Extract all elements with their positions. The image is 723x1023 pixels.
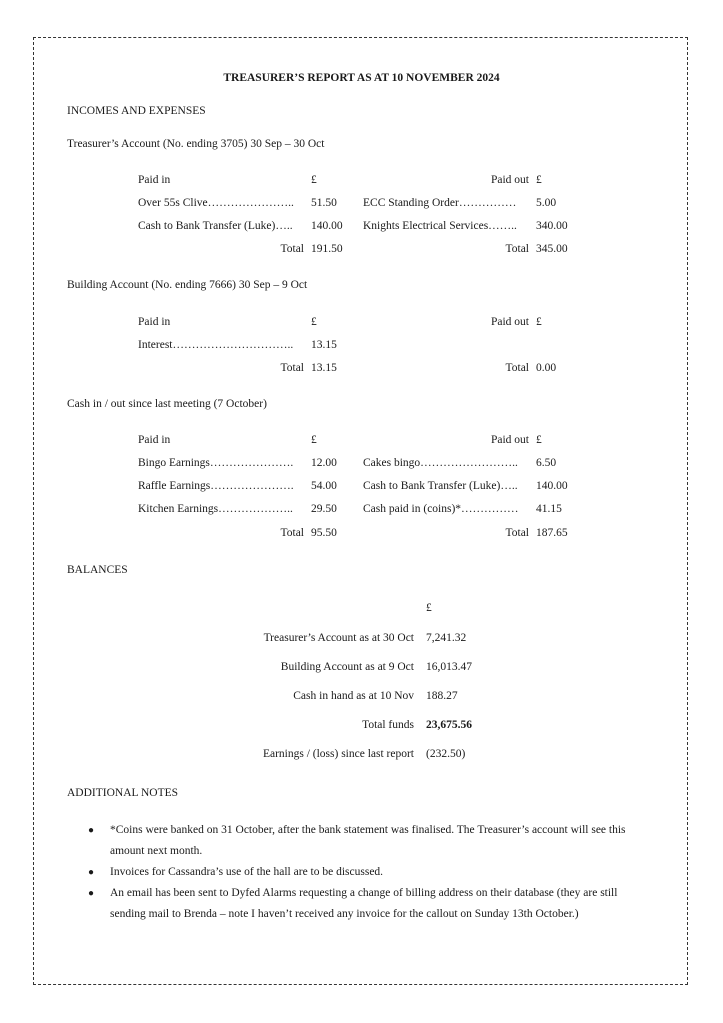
balance-label: Treasurer’s Account as at 30 Oct bbox=[263, 632, 414, 644]
paid-in-item-label: Interest………………………….. bbox=[138, 339, 294, 351]
paid-out-label: Paid out bbox=[490, 434, 529, 446]
paid-in-item-label: Kitchen Earnings……………….. bbox=[138, 503, 293, 515]
paid-in-item-label: Over 55s Clive………………….. bbox=[138, 197, 294, 209]
total-funds-label: Total funds bbox=[362, 719, 414, 731]
paid-out-item-amount: 6.50 bbox=[536, 457, 557, 469]
balance-value: 16,013.47 bbox=[426, 661, 472, 673]
notes-list bbox=[88, 820, 648, 925]
paid-out-item-label: Cash paid in (coins)*…………… bbox=[363, 503, 519, 515]
paid-out-item-label: Cash to Bank Transfer (Luke)….. bbox=[363, 480, 518, 492]
paid-out-item-amount: 5.00 bbox=[536, 197, 557, 209]
currency-label: £ bbox=[311, 316, 317, 328]
currency-label: £ bbox=[536, 434, 542, 446]
currency-label: £ bbox=[536, 174, 542, 186]
bullet-icon: ● bbox=[88, 825, 95, 836]
paid-in-item-amount: 51.50 bbox=[311, 197, 337, 209]
paid-in-item-amount: 12.00 bbox=[311, 457, 337, 469]
paid-out-item-amount: 41.15 bbox=[536, 503, 562, 515]
total-label: Total bbox=[505, 527, 529, 539]
balance-value: 188.27 bbox=[426, 690, 458, 702]
total-in-amount: 13.15 bbox=[311, 362, 337, 374]
total-label: Total bbox=[280, 362, 304, 374]
paid-in-item-amount: 29.50 bbox=[311, 503, 337, 515]
paid-out-label: Paid out bbox=[490, 316, 529, 328]
total-out-amount: 345.00 bbox=[536, 243, 568, 255]
bullet-icon: ● bbox=[88, 867, 95, 878]
currency-label: £ bbox=[536, 316, 542, 328]
total-out-amount: 187.65 bbox=[536, 527, 568, 539]
currency-label: £ bbox=[311, 174, 317, 186]
paid-out-item-label: ECC Standing Order…………… bbox=[363, 197, 517, 209]
note-item bbox=[88, 820, 648, 862]
total-out-amount: 0.00 bbox=[536, 362, 557, 374]
paid-in-item-label: Bingo Earnings…………………. bbox=[138, 457, 294, 469]
paid-in-label: Paid in bbox=[138, 434, 171, 446]
paid-in-item-amount: 54.00 bbox=[311, 480, 337, 492]
paid-out-item-amount: 340.00 bbox=[536, 220, 568, 232]
balance-label: Cash in hand as at 10 Nov bbox=[293, 690, 414, 702]
account-heading-building: Building Account (No. ending 7666) 30 Sep – 9 Oct bbox=[67, 279, 308, 291]
note-text: An email has been sent to Dyfed Alarms requesting a change of billing address on their database (they are still sending mail to Brenda – note I haven’t received any invoice for the callout on Sunday 13th October.) bbox=[110, 887, 618, 920]
report-title: TREASURER’S REPORT AS AT 10 NOVEMBER 2024 bbox=[223, 72, 500, 84]
note-text: Invoices for Cassandra’s use of the hall are to be discussed. bbox=[110, 866, 384, 878]
paid-in-item-amount: 13.15 bbox=[311, 339, 337, 351]
paid-out-item-amount: 140.00 bbox=[536, 480, 568, 492]
total-funds-value: 23,675.56 bbox=[426, 719, 472, 731]
total-in-amount: 191.50 bbox=[311, 243, 343, 255]
balance-value: 7,241.32 bbox=[426, 632, 467, 644]
paid-in-item-amount: 140.00 bbox=[311, 220, 343, 232]
total-label: Total bbox=[505, 243, 529, 255]
note-text: *Coins were banked on 31 October, after the bank statement was finalised. The Treasurer’s account will see this amount next month. bbox=[110, 824, 626, 857]
paid-in-item-label: Raffle Earnings…………………. bbox=[138, 480, 294, 492]
account-heading-treasurer: Treasurer’s Account (No. ending 3705) 30 Sep – 30 Oct bbox=[67, 138, 325, 150]
bullet-icon: ● bbox=[88, 888, 95, 899]
section-heading-incomes: INCOMES AND EXPENSES bbox=[67, 105, 206, 117]
earnings-label: Earnings / (loss) since last report bbox=[262, 748, 414, 760]
currency-label: £ bbox=[426, 602, 432, 614]
total-label: Total bbox=[280, 243, 304, 255]
paid-out-item-label: Knights Electrical Services…….. bbox=[363, 220, 517, 232]
note-item bbox=[88, 862, 648, 883]
paid-out-label: Paid out bbox=[490, 174, 529, 186]
paid-in-label: Paid in bbox=[138, 316, 171, 328]
earnings-value: (232.50) bbox=[426, 748, 466, 760]
paid-in-item-label: Cash to Bank Transfer (Luke)….. bbox=[138, 220, 293, 232]
total-in-amount: 95.50 bbox=[311, 527, 337, 539]
account-heading-cash: Cash in / out since last meeting (7 October) bbox=[67, 398, 267, 410]
note-item bbox=[88, 883, 648, 925]
section-heading-notes: ADDITIONAL NOTES bbox=[67, 787, 179, 799]
paid-in-label: Paid in bbox=[138, 174, 171, 186]
paid-out-item-label: Cakes bingo…………………….. bbox=[363, 457, 518, 469]
currency-label: £ bbox=[311, 434, 317, 446]
balance-label: Building Account as at 9 Oct bbox=[280, 661, 414, 673]
total-label: Total bbox=[280, 527, 304, 539]
total-label: Total bbox=[505, 362, 529, 374]
section-heading-balances: BALANCES bbox=[67, 564, 128, 576]
